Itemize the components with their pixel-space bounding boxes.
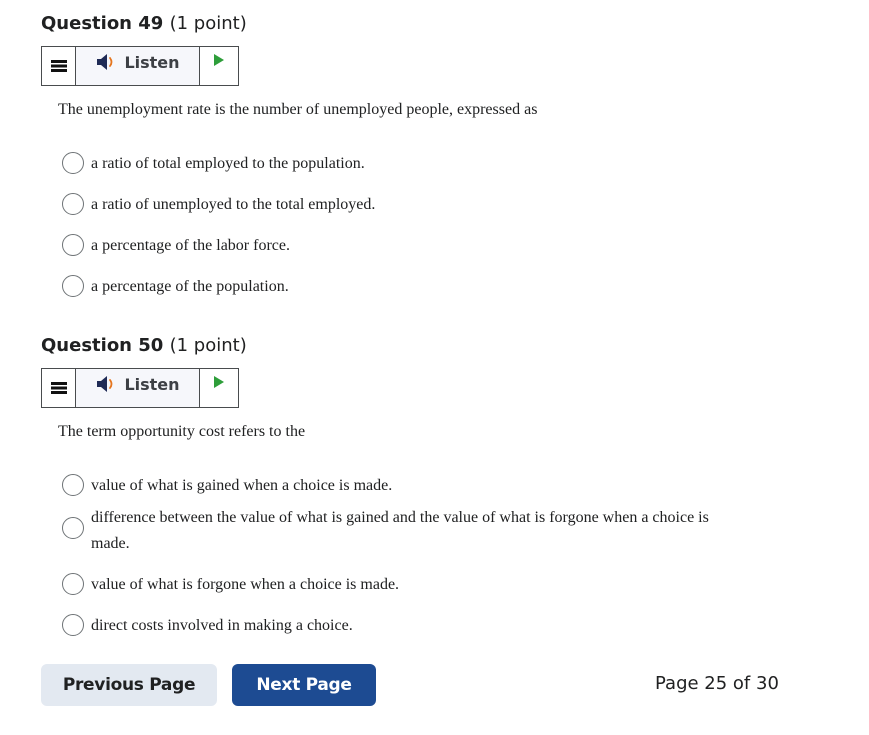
answer-option[interactable] <box>62 233 762 259</box>
question-number: Question 49 <box>41 13 164 34</box>
answer-options <box>62 473 762 639</box>
page-indicator: Page 25 of 30 <box>655 673 779 694</box>
play-icon <box>213 375 225 389</box>
listen-button[interactable] <box>76 47 200 85</box>
answer-option-text: direct costs involved in making a choice. <box>91 617 353 634</box>
question-stem: The unemployment rate is the number of unemployed people, expressed as <box>58 101 538 118</box>
answer-option[interactable] <box>62 151 762 177</box>
radio-button[interactable] <box>62 614 84 636</box>
question-49-title <box>41 12 841 36</box>
answer-option[interactable] <box>62 473 762 499</box>
radio-button[interactable] <box>62 573 84 595</box>
radio-button[interactable] <box>62 517 84 539</box>
question-50-title <box>41 334 841 358</box>
previous-page-button[interactable]: Previous Page <box>41 664 217 706</box>
radio-button[interactable] <box>62 193 84 215</box>
answer-option-text: a ratio of total employed to the population. <box>91 155 365 172</box>
hamburger-menu-icon <box>51 381 67 395</box>
listen-button[interactable] <box>76 369 200 407</box>
radio-button[interactable] <box>62 152 84 174</box>
question-number: Question 50 <box>41 335 164 356</box>
next-page-button[interactable]: Next Page <box>232 664 376 706</box>
listen-label: Listen <box>124 374 180 394</box>
answer-option-text: value of what is gained when a choice is made. <box>91 477 393 494</box>
answer-option[interactable] <box>62 613 762 639</box>
listen-label: Listen <box>124 52 180 72</box>
radio-button[interactable] <box>62 275 84 297</box>
radio-button[interactable] <box>62 474 84 496</box>
listen-toolbar <box>41 46 239 86</box>
answer-option[interactable] <box>62 505 762 557</box>
question-50 <box>41 334 841 634</box>
answer-option-text: a ratio of unemployed to the total employed. <box>91 196 376 213</box>
answer-options <box>62 151 762 300</box>
listen-menu-button[interactable] <box>42 47 76 85</box>
play-button[interactable] <box>200 47 238 85</box>
answer-option-text: a percentage of the population. <box>91 278 289 295</box>
question-points: (1 point) <box>169 335 247 356</box>
speaker-icon <box>95 53 119 71</box>
answer-option[interactable] <box>62 274 762 300</box>
answer-option-text: a percentage of the labor force. <box>91 237 290 254</box>
answer-option-text: value of what is forgone when a choice is made. <box>91 576 400 593</box>
listen-menu-button[interactable] <box>42 369 76 407</box>
question-49 <box>41 12 841 295</box>
listen-toolbar <box>41 368 239 408</box>
hamburger-menu-icon <box>51 59 67 73</box>
play-icon <box>213 53 225 67</box>
speaker-icon <box>95 375 119 393</box>
play-button[interactable] <box>200 369 238 407</box>
answer-option-text: difference between the value of what is gained and the value of what is forgone when a choice is made. <box>91 509 709 552</box>
question-points: (1 point) <box>169 13 247 34</box>
question-stem: The term opportunity cost refers to the <box>58 423 306 440</box>
answer-option[interactable] <box>62 572 762 598</box>
answer-option[interactable] <box>62 192 762 218</box>
radio-button[interactable] <box>62 234 84 256</box>
